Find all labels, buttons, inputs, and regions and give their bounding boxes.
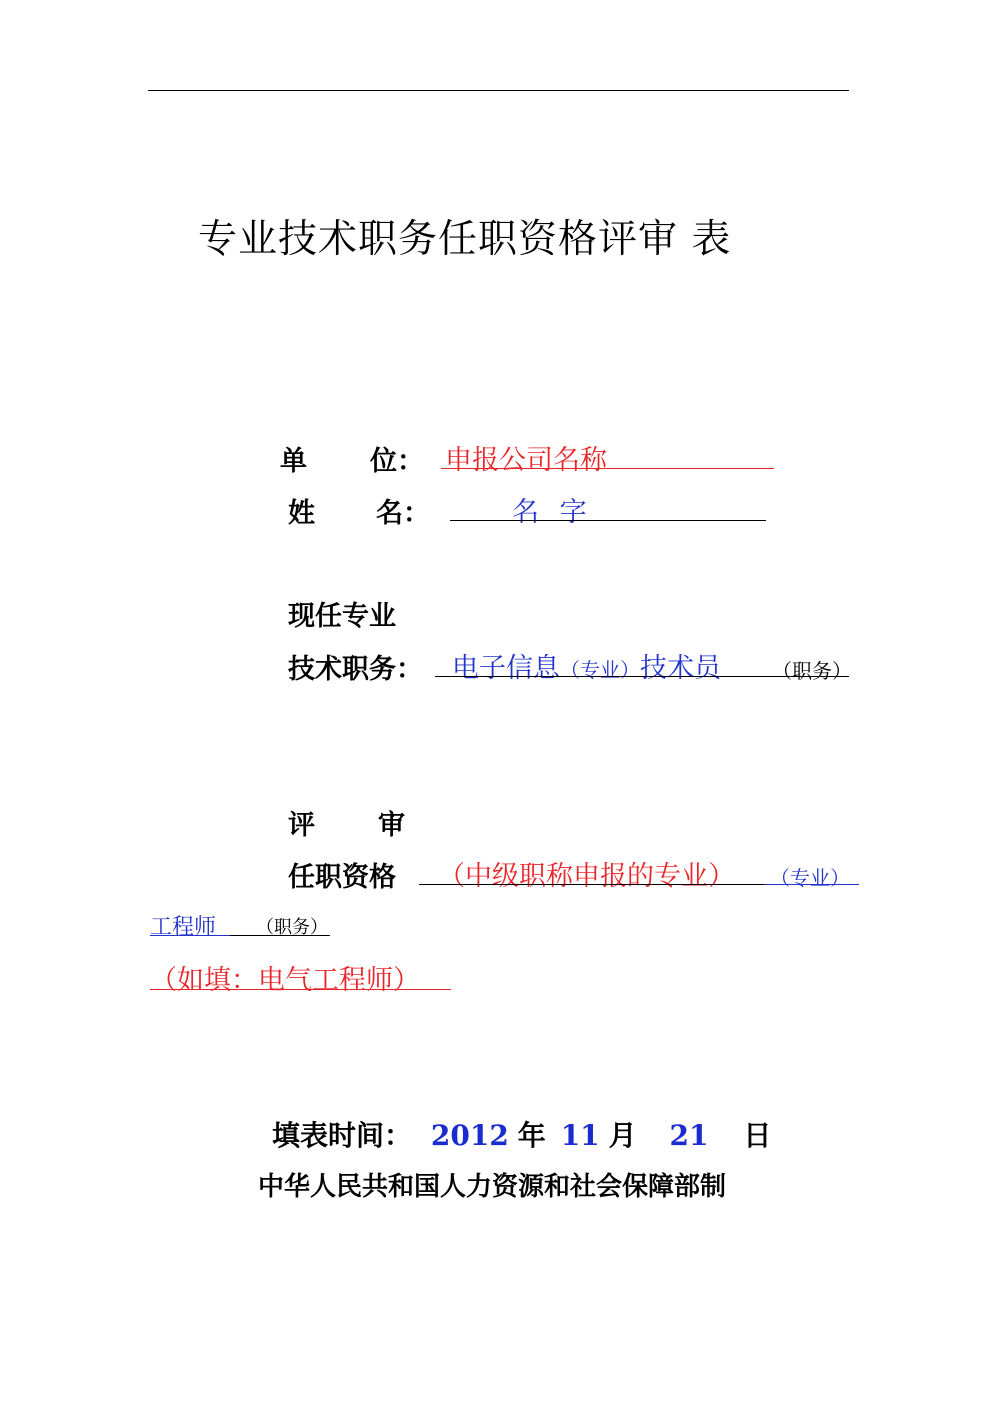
review-underline-3b xyxy=(230,935,330,936)
current-post-note-major: （专业） xyxy=(560,658,640,682)
review-label-2: 任职资格 xyxy=(288,862,396,893)
fill-date-month[interactable]: 11 xyxy=(560,1119,600,1152)
unit-label-b: 位： xyxy=(370,446,424,477)
current-post-label-1: 现任专业 xyxy=(288,601,396,632)
review-major-value[interactable]: （中级职称申报的专业） xyxy=(438,861,735,892)
name-value[interactable]: 名 字 xyxy=(512,497,593,528)
fill-date-year-unit: 年 xyxy=(517,1119,546,1152)
fill-date-month-unit: 月 xyxy=(608,1119,637,1152)
current-post-note-duty: （职务） xyxy=(772,659,852,683)
review-underline-2 xyxy=(764,884,859,885)
fill-date-day-unit: 日 xyxy=(743,1119,772,1152)
review-title-cont[interactable]: 工程师 xyxy=(150,915,217,940)
name-label-b: 名： xyxy=(376,498,430,529)
unit-value[interactable]: 申报公司名称 xyxy=(445,445,607,476)
form-title: 专业技术职务任职资格评审 表 xyxy=(198,217,732,262)
name-underline xyxy=(450,520,766,521)
current-post-label-2: 技术职务： xyxy=(288,654,423,685)
unit-label-a: 单 xyxy=(280,446,307,477)
issuer: 中华人民共和国人力资源和社会保障部制 xyxy=(258,1172,727,1202)
fill-date-year[interactable]: 2012 xyxy=(430,1119,509,1152)
review-underline-3a xyxy=(150,935,230,936)
current-post-major: 电子信息 xyxy=(452,653,560,684)
review-example-underline xyxy=(150,989,451,990)
name-label-a: 姓 xyxy=(288,498,315,529)
fill-date-label: 填表时间： xyxy=(272,1119,413,1152)
review-label-b: 审 xyxy=(378,810,405,841)
fill-date-day[interactable]: 21 xyxy=(669,1119,709,1152)
review-example: （如填：电气工程师） xyxy=(150,965,420,996)
unit-underline xyxy=(441,468,774,469)
current-post-underline xyxy=(435,676,849,677)
current-post-title: 技术员 xyxy=(640,653,721,684)
current-post-value[interactable] xyxy=(452,646,721,685)
review-underline-1 xyxy=(419,884,764,885)
header-rule xyxy=(148,90,849,91)
fill-date xyxy=(272,1114,771,1154)
review-note-duty: （职务） xyxy=(256,917,328,938)
review-note-major: （专业） xyxy=(770,866,850,890)
review-label-a: 评 xyxy=(288,810,315,841)
